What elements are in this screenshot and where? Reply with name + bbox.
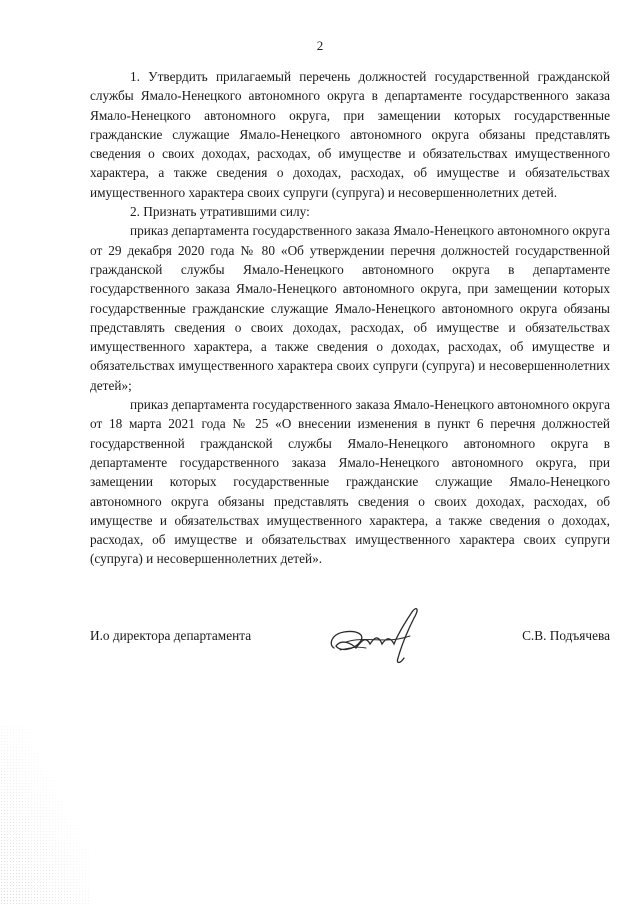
signatory-title: И.о директора департамента [90, 628, 252, 643]
document-body [90, 67, 610, 569]
page-number: 2 [316, 38, 324, 53]
paragraph-repeal-heading: 2. Признать утратившими силу: [130, 204, 310, 220]
paragraph-repealed-order-80: приказ департамента государственного заказа Ямало-Ненецкого автономного округа от 29 декабря 2020 года № 80 «Об утверждении перечня должностей государственной гражданской службы Ямало-Ненецкого автономного округа в департаменте государственного заказа Ямало-Ненецкого автономного округа, при замещении которых государственные гражданские служащие Ямало-Ненецкого автономного округа обязаны представлять сведения о своих доходах, расходах, об имуществе и обязательствах имущественного характера, а также сведения о доходах, расходах, об имуществе и обязательствах имущественного характера своих супруги (супруга) и несовершеннолетних детей»; [90, 223, 610, 393]
paragraph-repealed-order-25: приказ департамента государственного заказа Ямало-Ненецкого автономного округа от 18 марта 2021 года № 25 «О внесении изменения в пункт 6 перечня должностей государственной гражданской службы Ямало-Ненецкого автономного округа в департаменте государственного заказа Ямало-Ненецкого автономного округа, при замещении которых государственные гражданские служащие Ямало-Ненецкого автономного округа обязаны представлять сведения о своих доходах, расходах, об имуществе и обязательствах имущественного характера, а также сведения о доходах, расходах, об имуществе и обязательствах имущественного характера своих супруги (супруга) и несовершеннолетних детей». [90, 397, 610, 567]
signatory-name: С.В. Подъячева [522, 628, 610, 643]
signature-block [90, 612, 610, 662]
paragraph-approve-list: 1. Утвердить прилагаемый перечень должностей государственной гражданской службы Ямало-Ненецкого автономного округа в департаменте государственного заказа Ямало-Ненецкого автономного округа, при замещении которых государственные гражданские служащие Ямало-Ненецкого автономного округа обязаны представлять сведения о своих доходах, расходах, об имуществе и обязательствах имущественного характера, а также сведения о доходах, расходах, об имуществе и обязательствах имущественного характера своих супруги (супруга) и несовершеннолетних детей. [90, 69, 610, 200]
scan-noise-corner [0, 725, 90, 905]
handwritten-signature [326, 604, 430, 666]
